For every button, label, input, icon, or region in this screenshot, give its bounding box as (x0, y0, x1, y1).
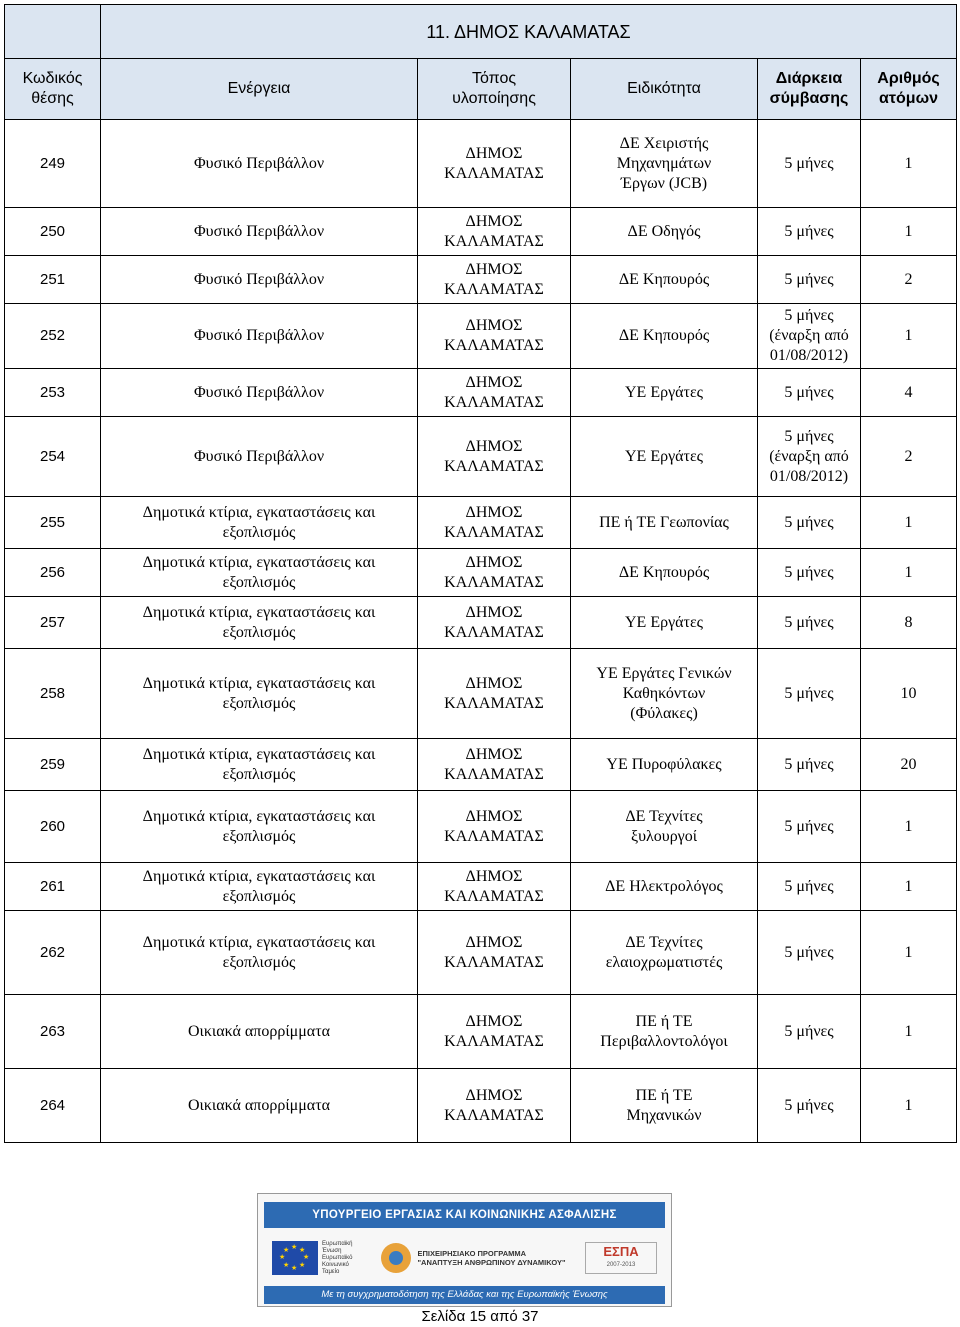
table-row (5, 863, 957, 911)
program-line1: ΕΠΙΧΕΙΡΗΣΙΑΚΟ ΠΡΟΓΡΑΜΜΑ (417, 1249, 527, 1258)
cell-action: Φυσικό Περιβάλλον (101, 304, 418, 369)
cell-duration: 5 μήνες (758, 208, 861, 256)
cell-code: 253 (5, 369, 101, 417)
cell-place: ΔΗΜΟΣ ΚΑΛΑΜΑΤΑΣ (418, 1069, 571, 1143)
cell-place: ΔΗΜΟΣ ΚΑΛΑΜΑΤΑΣ (418, 863, 571, 911)
cell-place: ΔΗΜΟΣ ΚΑΛΑΜΑΤΑΣ (418, 597, 571, 649)
table-row (5, 120, 957, 208)
cell-place: ΔΗΜΟΣ ΚΑΛΑΜΑΤΑΣ (418, 791, 571, 863)
cell-code: 256 (5, 549, 101, 597)
cell-duration: 5 μήνες (758, 739, 861, 791)
header-specialty: Ειδικότητα (571, 59, 758, 120)
eu-caption: Ευρωπαϊκή Ένωση Ευρωπαϊκό Κοινωνικό Ταμείο (322, 1240, 353, 1275)
cell-duration: 5 μήνες (758, 911, 861, 995)
cell-action: Δημοτικά κτίρια, εγκαταστάσεις και εξοπλισμός (101, 739, 418, 791)
cell-action: Δημοτικά κτίρια, εγκαταστάσεις και εξοπλισμός (101, 863, 418, 911)
cell-count: 2 (861, 256, 957, 304)
program-logo-icon (381, 1243, 411, 1273)
table-row (5, 497, 957, 549)
cell-place: ΔΗΜΟΣ ΚΑΛΑΜΑΤΑΣ (418, 649, 571, 739)
cell-code: 260 (5, 791, 101, 863)
cell-specialty: ΔΕ Τεχνίτες ξυλουργοί (571, 791, 758, 863)
cell-count: 20 (861, 739, 957, 791)
cell-code: 250 (5, 208, 101, 256)
cell-specialty: ΠΕ ή ΤΕ Μηχανικών (571, 1069, 758, 1143)
cell-place: ΔΗΜΟΣ ΚΑΛΑΜΑΤΑΣ (418, 995, 571, 1069)
cell-count: 1 (861, 304, 957, 369)
cell-specialty: ΥΕ Εργάτες (571, 597, 758, 649)
cell-specialty: ΠΕ ή ΤΕ Γεωπονίας (571, 497, 758, 549)
cell-count: 1 (861, 995, 957, 1069)
cell-specialty: ΔΕ Κηπουρός (571, 304, 758, 369)
cell-place: ΔΗΜΟΣ ΚΑΛΑΜΑΤΑΣ (418, 739, 571, 791)
cell-action: Δημοτικά κτίρια, εγκαταστάσεις και εξοπλισμός (101, 911, 418, 995)
cell-specialty: ΥΕ Εργάτες (571, 417, 758, 497)
cell-action: Φυσικό Περιβάλλον (101, 417, 418, 497)
cell-duration: 5 μήνες (758, 120, 861, 208)
header-code: Κωδικός θέσης (5, 59, 101, 120)
cell-action: Δημοτικά κτίρια, εγκαταστάσεις και εξοπλισμός (101, 549, 418, 597)
cell-place: ΔΗΜΟΣ ΚΑΛΑΜΑΤΑΣ (418, 417, 571, 497)
cell-code: 263 (5, 995, 101, 1069)
cell-specialty: ΠΕ ή ΤΕ Περιβαλλοντολόγοι (571, 995, 758, 1069)
cell-place: ΔΗΜΟΣ ΚΑΛΑΜΑΤΑΣ (418, 208, 571, 256)
page-number: Σελίδα 15 από 37 (421, 1308, 539, 1325)
positions-table (4, 4, 957, 1143)
cell-count: 1 (861, 1069, 957, 1143)
cell-place: ΔΗΜΟΣ ΚΑΛΑΜΑΤΑΣ (418, 120, 571, 208)
table-row (5, 995, 957, 1069)
table-body (5, 120, 957, 1143)
cell-action: Φυσικό Περιβάλλον (101, 256, 418, 304)
table-row (5, 597, 957, 649)
cell-action: Φυσικό Περιβάλλον (101, 208, 418, 256)
cell-count: 8 (861, 597, 957, 649)
cell-duration: 5 μήνες (758, 1069, 861, 1143)
cell-duration: 5 μήνες (έναρξη από 01/08/2012) (758, 304, 861, 369)
cell-duration: 5 μήνες (758, 597, 861, 649)
cell-action: Δημοτικά κτίρια, εγκαταστάσεις και εξοπλισμός (101, 497, 418, 549)
cell-duration: 5 μήνες (758, 256, 861, 304)
cell-specialty: ΔΕ Ηλεκτρολόγος (571, 863, 758, 911)
espa-logo: ΕΣΠΑ 2007-2013 (585, 1242, 657, 1274)
table-row (5, 649, 957, 739)
cell-count: 1 (861, 549, 957, 597)
cell-count: 2 (861, 417, 957, 497)
header-count: Αριθμός ατόμων (861, 59, 957, 120)
cell-place: ΔΗΜΟΣ ΚΑΛΑΜΑΤΑΣ (418, 911, 571, 995)
cell-action: Δημοτικά κτίρια, εγκαταστάσεις και εξοπλισμός (101, 649, 418, 739)
cell-place: ΔΗΜΟΣ ΚΑΛΑΜΑΤΑΣ (418, 304, 571, 369)
cell-count: 4 (861, 369, 957, 417)
cell-code: 257 (5, 597, 101, 649)
ministry-title: ΥΠΟΥΡΓΕΙΟ ΕΡΓΑΣΙΑΣ ΚΑΙ ΚΟΙΝΩΝΙΚΗΣ ΑΣΦΑΛΙΣΗΣ (264, 1202, 665, 1228)
cell-count: 1 (861, 208, 957, 256)
cell-duration: 5 μήνες (758, 369, 861, 417)
cofinance-note: Με τη συγχρηματοδότηση της Ελλάδας και της Ευρωπαϊκής Ένωσης (264, 1286, 665, 1304)
table-row (5, 304, 957, 369)
funding-banner (257, 1193, 672, 1307)
program-line2: "ΑΝΑΠΤΥΞΗ ΑΝΘΡΩΠΙΝΟΥ ΔΥΝΑΜΙΚΟΥ" (417, 1258, 566, 1267)
cell-code: 261 (5, 863, 101, 911)
table-row (5, 791, 957, 863)
document-page (4, 4, 956, 1143)
cell-code: 249 (5, 120, 101, 208)
header-action: Ενέργεια (101, 59, 418, 120)
cell-code: 251 (5, 256, 101, 304)
table-row (5, 417, 957, 497)
table-row (5, 208, 957, 256)
cell-duration: 5 μήνες (758, 863, 861, 911)
cell-code: 252 (5, 304, 101, 369)
table-row (5, 549, 957, 597)
cell-duration: 5 μήνες (έναρξη από 01/08/2012) (758, 417, 861, 497)
cell-count: 1 (861, 911, 957, 995)
cell-count: 1 (861, 120, 957, 208)
table-row (5, 739, 957, 791)
cell-code: 264 (5, 1069, 101, 1143)
cell-action: Δημοτικά κτίρια, εγκαταστάσεις και εξοπλισμός (101, 791, 418, 863)
cell-specialty: ΥΕ Εργάτες Γενικών Καθηκόντων (Φύλακες) (571, 649, 758, 739)
cell-count: 10 (861, 649, 957, 739)
table-row (5, 1069, 957, 1143)
cell-specialty: ΥΕ Πυροφύλακες (571, 739, 758, 791)
cell-duration: 5 μήνες (758, 791, 861, 863)
cell-code: 259 (5, 739, 101, 791)
cell-specialty: ΔΕ Κηπουρός (571, 256, 758, 304)
cell-code: 258 (5, 649, 101, 739)
cell-action: Οικιακά απορρίμματα (101, 995, 418, 1069)
header-row (5, 59, 957, 120)
cell-specialty: ΔΕ Οδηγός (571, 208, 758, 256)
cell-code: 262 (5, 911, 101, 995)
cell-count: 1 (861, 791, 957, 863)
cell-duration: 5 μήνες (758, 549, 861, 597)
header-place: Τόπος υλοποίησης (418, 59, 571, 120)
cell-action: Οικιακά απορρίμματα (101, 1069, 418, 1143)
cell-specialty: ΥΕ Εργάτες (571, 369, 758, 417)
cell-action: Φυσικό Περιβάλλον (101, 369, 418, 417)
eu-flag-icon: ★ ★ ★ ★ ★ ★ ★ ★ (272, 1241, 318, 1275)
cell-place: ΔΗΜΟΣ ΚΑΛΑΜΑΤΑΣ (418, 549, 571, 597)
cell-place: ΔΗΜΟΣ ΚΑΛΑΜΑΤΑΣ (418, 256, 571, 304)
cell-code: 255 (5, 497, 101, 549)
cell-place: ΔΗΜΟΣ ΚΑΛΑΜΑΤΑΣ (418, 497, 571, 549)
table-title: 11. ΔΗΜΟΣ ΚΑΛΑΜΑΤΑΣ (101, 5, 957, 59)
cell-action: Δημοτικά κτίρια, εγκαταστάσεις και εξοπλισμός (101, 597, 418, 649)
header-duration: Διάρκεια σύμβασης (758, 59, 861, 120)
cell-duration: 5 μήνες (758, 649, 861, 739)
table-row (5, 911, 957, 995)
cell-specialty: ΔΕ Χειριστής Μηχανημάτων Έργων (JCB) (571, 120, 758, 208)
cell-code: 254 (5, 417, 101, 497)
cell-specialty: ΔΕ Τεχνίτες ελαιοχρωματιστές (571, 911, 758, 995)
cell-duration: 5 μήνες (758, 497, 861, 549)
cell-count: 1 (861, 863, 957, 911)
cell-place: ΔΗΜΟΣ ΚΑΛΑΜΑΤΑΣ (418, 369, 571, 417)
table-row (5, 256, 957, 304)
cell-count: 1 (861, 497, 957, 549)
table-row (5, 369, 957, 417)
cell-action: Φυσικό Περιβάλλον (101, 120, 418, 208)
cell-specialty: ΔΕ Κηπουρός (571, 549, 758, 597)
cell-duration: 5 μήνες (758, 995, 861, 1069)
